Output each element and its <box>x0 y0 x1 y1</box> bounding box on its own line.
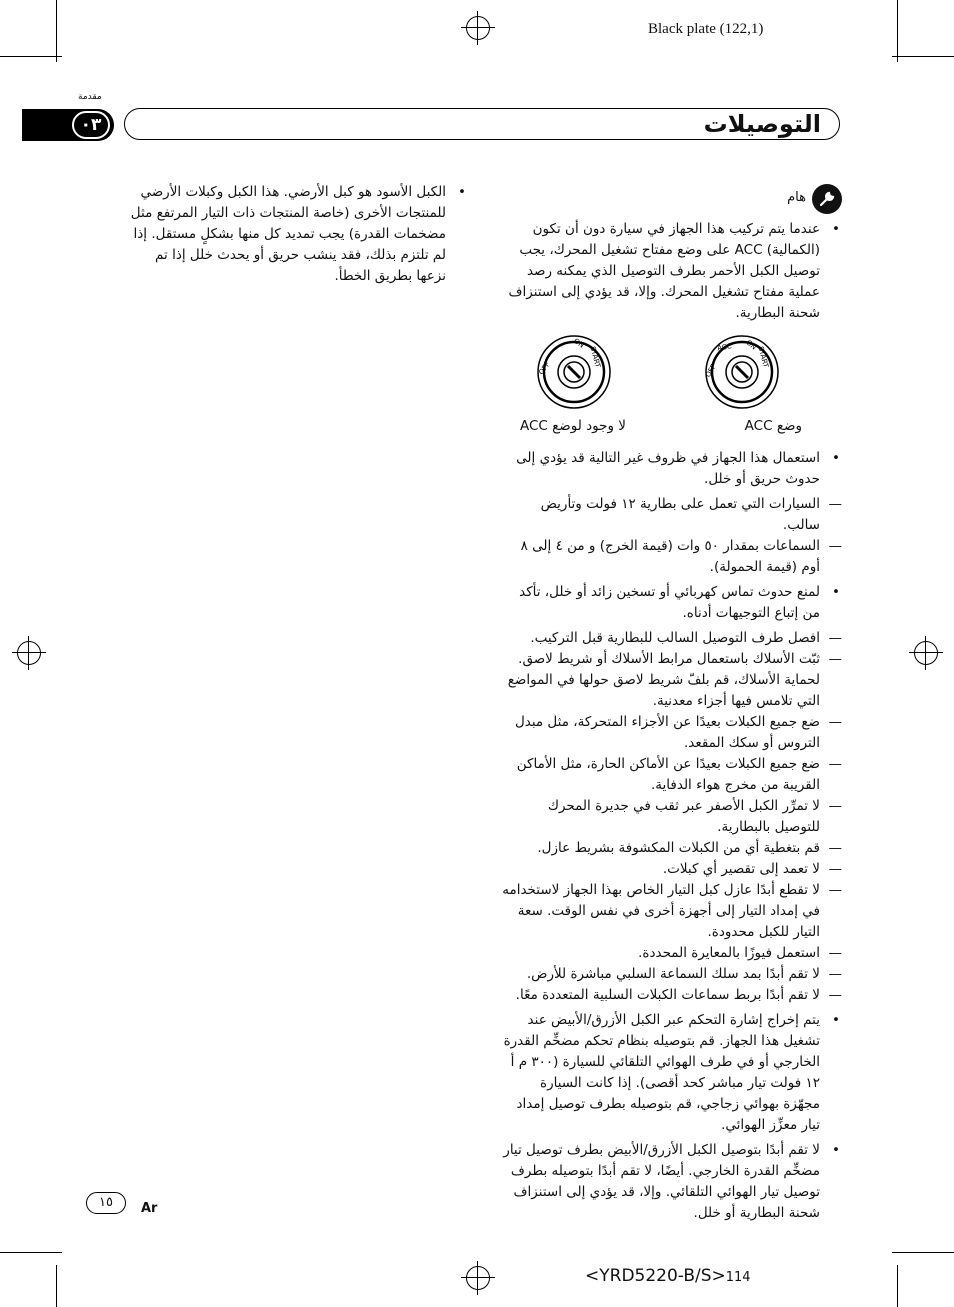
ign-off-label: OFF <box>537 360 552 377</box>
crop-mark <box>0 1252 62 1253</box>
crop-mark <box>897 1265 898 1307</box>
model-code: <YRD5220-B/S> <box>585 1266 726 1286</box>
registration-mark-icon <box>466 16 490 40</box>
bullet-text: • الكبل الأسود هو كبل الأرضي. هذا الكبل وكبلات الأرضي للمنتجات الأخرى (خاصة المنتجات ذات التيار المرتفع مثل مضخمات القدرة) يجب تمديد كل منها بشكلٍ مستقل. إذا لم تلتزم بذلك، فقد ينشب حريق أو يحدث خلل إذا تم نزعها بطريق الخطأ. <box>130 184 446 284</box>
important-note <box>760 184 842 216</box>
crop-mark <box>56 1265 57 1307</box>
list-item: — السيارات التي تعمل على بطارية ١٢ فولت وتأريض سالب. <box>500 494 842 536</box>
bullet-text: • استعمال هذا الجهاز في ظروف غير التالية قد يؤدي إلى حدوث حريق أو خلل. <box>516 450 820 487</box>
registration-mark-icon <box>466 1266 490 1290</box>
crop-mark <box>892 56 954 57</box>
ignition-with-acc-label: وضع ACC <box>744 418 802 434</box>
list-item <box>500 219 842 324</box>
ign-on-label: ON <box>744 338 758 352</box>
section-label: مقدمة <box>78 92 102 102</box>
ignition-without-acc-label: لا وجود لوضع ACC <box>519 418 626 434</box>
list-item <box>500 1010 842 1136</box>
crop-mark <box>897 0 898 62</box>
ignition-without-acc-icon <box>536 334 612 410</box>
list-item <box>500 1140 842 1224</box>
crop-mark <box>892 1252 954 1253</box>
wrench-icon <box>812 184 842 214</box>
ign-acc-label: ACC <box>716 342 733 353</box>
list-item <box>500 582 842 624</box>
list-item: — لا تقم أبدًا بمد سلك السماعة السلبي مباشرة للأرض. <box>500 964 842 985</box>
section-number: ٠٣ <box>72 111 110 139</box>
bullet-text: • يتم إخراج إشارة التحكم عبر الكبل الأزرق/الأبيض عند تشغيل هذا الجهاز. قم بتوصيله بنظام تحكم مضخِّم القدرة الخارجي أو في طرف الهوائي التلقائي للسيارة (٣٠٠ م أ ١٢ فولت تيار مباشر كحد أقصى). إذا كانت السيارة مجهّزة بهوائي زجاجي، قم بتوصيله بطرف توصيل إمداد تيار معزِّز الهوائي. <box>503 1012 820 1133</box>
list-item: — لا تقطع أبدًا عازل كبل التيار الخاص بهذا الجهاز لاستخدامه في إمداد التيار إلى أجهزة أخرى في نفس الوقت. سعة التيار للكبل محدودة. <box>500 880 842 943</box>
list-item: — افصل طرف التوصيل السالب للبطارية قبل التركيب. <box>500 628 842 649</box>
ign-on-label: ON <box>572 336 586 350</box>
left-column <box>130 182 468 291</box>
list-item: — السماعات بمقدار ٥٠ وات (قيمة الخرج) و من ٤ إلى ٨ أوم (قيمة الحمولة). <box>500 536 842 578</box>
ign-start-label: START <box>588 345 602 369</box>
registration-mark-icon <box>17 641 41 665</box>
list-item: — استعمل فيوزًا بالمعايرة المحددة. <box>500 943 842 964</box>
right-column <box>500 219 842 1228</box>
list-item <box>500 448 842 490</box>
page-number: ١٥ <box>86 1192 126 1214</box>
language-label: Ar <box>141 1201 158 1216</box>
important-label: هام <box>787 190 806 205</box>
list-item: — لا تقم أبدًا بربط سماعات الكبلات السلبية المتعددة معًا. <box>500 985 842 1006</box>
crop-mark <box>0 56 62 57</box>
page-title: التوصيلات <box>703 110 821 138</box>
list-item: — ضع جميع الكبلات بعيدًا عن الأجزاء المتحركة، مثل مبدل التروس أو سكك المقعد. <box>500 712 842 754</box>
list-item: — قم بتغطية أي من الكبلات المكشوفة بشريط عازل. <box>500 838 842 859</box>
list-item: — لا تمرِّر الكبل الأصفر عبر ثقب في جديرة المحرك للتوصيل بالبطارية. <box>500 796 842 838</box>
sheet-number: 114 <box>725 1270 751 1285</box>
title-bar <box>124 108 840 140</box>
registration-mark-icon <box>914 641 938 665</box>
ignition-with-acc-icon <box>704 334 780 410</box>
list-item <box>130 182 468 287</box>
ignition-figure <box>500 328 842 448</box>
dash-list <box>500 628 842 1006</box>
crop-mark <box>56 0 57 62</box>
list-item: — لا تعمد إلى تقصير أي كبلات. <box>500 859 842 880</box>
bullet-text: • لا تقم أبدًا بتوصيل الكبل الأزرق/الأبيض بطرف توصيل تيار مضخِّم القدرة الخارجي. أيضًا، لا تقم أبدًا بتوصيله بطرف توصيل تيار الهوائي التلقائي. وإلا، قد يؤدي إلى استنزاف شحنة البطارية أو خلل. <box>503 1142 820 1221</box>
model-footer <box>585 1266 751 1286</box>
bullet-text: • لمنع حدوث تماس كهربائي أو تسخين زائد أو خلل، تأكد من إتباع التوجيهات أدناه. <box>519 584 820 621</box>
plate-label: Black plate (122,1) <box>648 21 764 37</box>
dash-list <box>500 494 842 578</box>
ign-off-label: OFF <box>704 363 718 379</box>
bullet-text: • عندما يتم تركيب هذا الجهاز في سيارة دون أن تكون (الكمالية) ACC على وضع مفتاح تشغيل المحرك، يجب توصيل الكبل الأحمر بطرف التوصيل الذي يمكنه رصد عملية مفتاح تشغيل المحرك. وإلا، قد يؤدي إلى استنزاف شحنة البطارية. <box>508 221 820 321</box>
list-item: — ثبّت الأسلاك باستعمال مرابط الأسلاك أو شريط لاصق. لحماية الأسلاك، قم بلفّ شريط لاصق حولها في المواضع التي تلامس فيها أجزاء معدنية. <box>500 649 842 712</box>
list-item: — ضع جميع الكبلات بعيدًا عن الأماكن الحارة، مثل الأماكن القريبة من مخرج هواء الدفاية. <box>500 754 842 796</box>
ign-start-label: START <box>756 345 770 369</box>
